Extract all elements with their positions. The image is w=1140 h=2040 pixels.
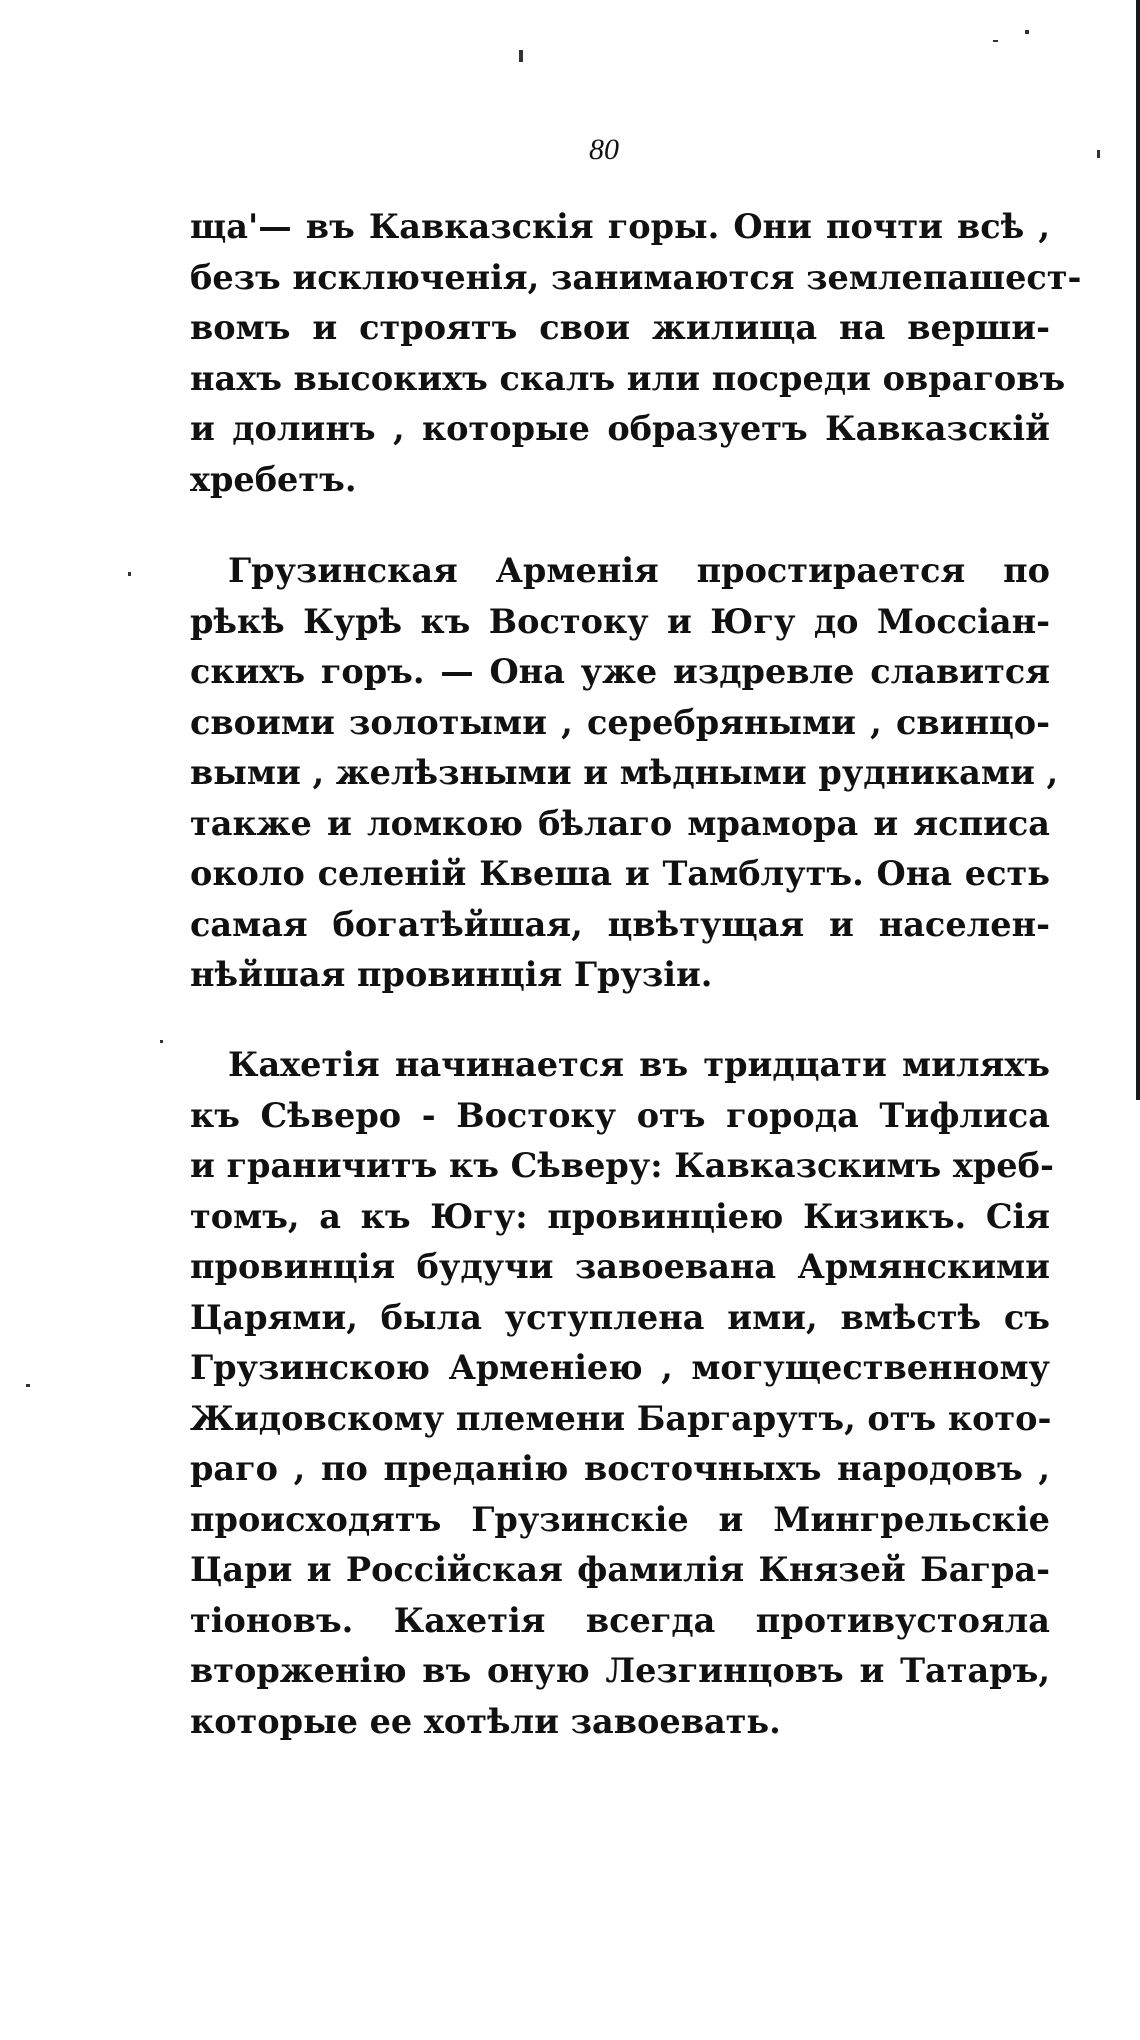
text-line: рѣкѣ Курѣ къ Востоку и Югу до Моссіан- xyxy=(190,601,1050,641)
text-line: безъ исключенія, занимаются землепашест- xyxy=(190,257,1082,297)
page-edge xyxy=(1136,0,1140,1100)
paragraph-3 xyxy=(190,1040,1054,1747)
text-line: провинція будучи завоевана Армянскими xyxy=(190,1247,1050,1286)
text-line: вторженію въ оную Лезгинцовъ и Татаръ, xyxy=(190,1651,1050,1690)
scan-speck xyxy=(1025,30,1029,34)
text-line: выми , желѣзными и мѣдными рудниками , xyxy=(190,753,1059,792)
text-line: которые ее хотѣли завоевать. xyxy=(190,1701,781,1741)
text-line: Жидовскому племени Баргарутъ, отъ кото- xyxy=(190,1398,1052,1438)
text-line: ща'— въ Кавказскія горы. Они почти всѣ , xyxy=(190,207,1050,246)
text-line: нахъ высокихъ скалъ или посреди овраговъ xyxy=(190,358,1066,398)
text-line: Царями, была уступлена ими, вмѣстѣ съ xyxy=(190,1297,1050,1337)
text-line: томъ, а къ Югу: провинціею Кизикъ. Сія xyxy=(190,1196,1050,1236)
scan-speck xyxy=(993,40,998,42)
text-line: и граничитъ къ Сѣверу: Кавказскимъ хреб- xyxy=(190,1146,1054,1185)
text-line: Кахетія начинается въ тридцати миляхъ xyxy=(228,1045,1050,1084)
text-line: къ Сѣверо - Востоку отъ города Тифлиса xyxy=(190,1095,1050,1135)
text-line: скихъ горъ. — Она уже издревле славится xyxy=(190,652,1050,691)
text-line: около селеній Квеша и Тамблутъ. Она есть xyxy=(190,854,1050,893)
paragraph-2 xyxy=(190,546,1059,1001)
page-number: 80 xyxy=(589,133,619,166)
text-line: вомъ и строятъ свои жилища на верши- xyxy=(190,308,1050,347)
paragraph-1 xyxy=(190,202,1082,505)
text-line: также и ломкою бѣлаго мрамора и ясписа xyxy=(190,803,1050,843)
text-line: и долинъ , которые образуетъ Кавказскій xyxy=(190,409,1050,448)
scan-speck xyxy=(26,1384,30,1387)
text-line: раго , по преданію восточныхъ народовъ , xyxy=(190,1449,1050,1488)
scan-speck xyxy=(519,50,523,62)
text-line: своими золотыми , серебряными , свинцо- xyxy=(190,702,1050,742)
text-line: тіоновъ. Кахетія всегда противустояла xyxy=(190,1600,1050,1640)
scan-speck xyxy=(160,1040,163,1043)
text-line: Грузинская Арменія простирается по xyxy=(228,551,1050,590)
text-line: происходятъ Грузинскіе и Мингрельскіе xyxy=(190,1499,1050,1539)
text-line: хребетъ. xyxy=(190,459,357,499)
text-line: самая богатѣйшая, цвѣтущая и населен- xyxy=(190,904,1050,944)
scan-speck xyxy=(128,572,131,576)
text-line: Цари и Россійская фамилія Князей Багра- xyxy=(190,1550,1050,1589)
text-line: Грузинскою Арменіею , могущественному xyxy=(190,1348,1050,1387)
text-line: нѣйшая провинція Грузіи. xyxy=(190,955,713,994)
scan-speck xyxy=(1097,150,1100,158)
